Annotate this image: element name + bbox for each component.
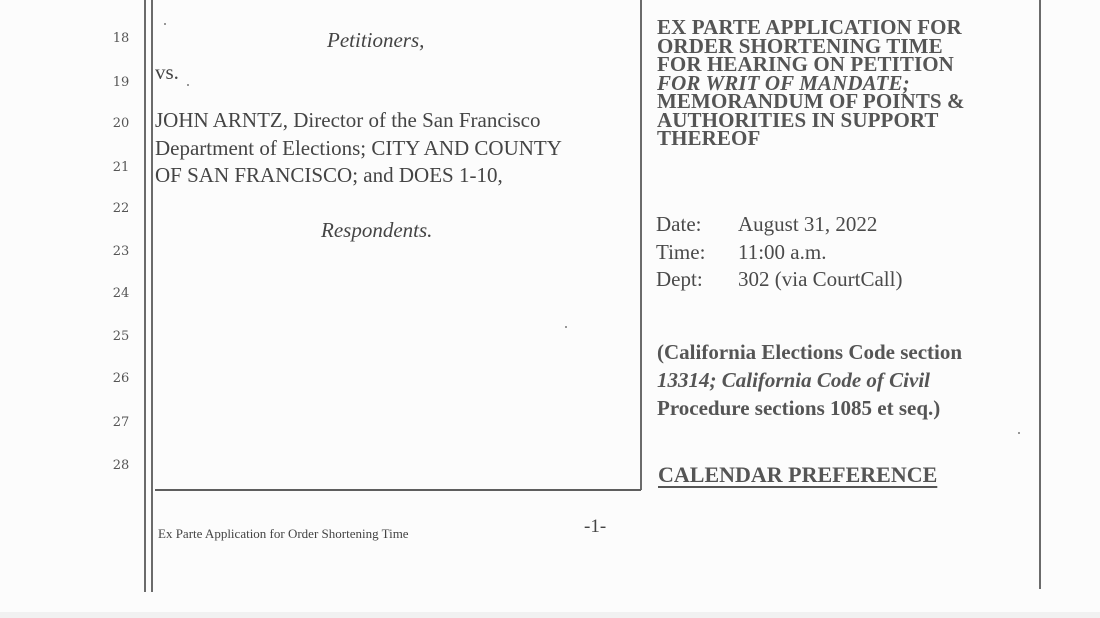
petitioners-label: Petitioners, [327, 28, 425, 52]
right-margin-rule [1039, 0, 1041, 589]
dept-value: 302 (via CourtCall) [738, 267, 903, 291]
dept-label: Dept: [656, 267, 703, 291]
left-margin-rule-outer [144, 0, 146, 592]
title-line: THEREOF [657, 126, 761, 150]
calendar-preference-heading: CALENDAR PREFERENCE [658, 462, 938, 487]
statute-reference [657, 338, 962, 422]
left-margin-rule-inner [151, 0, 153, 592]
title-line: ORDER SHORTENING TIME [657, 33, 943, 58]
footer-title: Ex Parte Application for Order Shortening Time [158, 526, 409, 541]
title-line: AUTHORITIES IN SUPPORT [657, 107, 939, 132]
date-value: August 31, 2022 [738, 212, 878, 236]
statute-line: Procedure sections 1085 et seq.) [657, 396, 941, 420]
scan-speck [164, 23, 166, 25]
line-number: 21 [112, 160, 130, 175]
scan-speck [565, 326, 567, 328]
line-number: 28 [112, 458, 130, 473]
statute-line: (California Elections Code section [657, 340, 963, 364]
respondent-line: JOHN ARNTZ, Director of the San Francisco [155, 108, 541, 132]
line-number: 27 [112, 415, 130, 430]
respondents-label: Respondents. [321, 218, 433, 242]
line-number: 19 [112, 75, 130, 90]
time-label: Time: [656, 240, 706, 264]
time-value: 11:00 a.m. [738, 240, 827, 264]
scan-speck [187, 84, 189, 86]
document-title [657, 15, 965, 150]
versus-text: vs. [155, 60, 179, 84]
date-label: Date: [656, 212, 702, 236]
caption-box-divider [640, 0, 642, 490]
scan-speck [1018, 432, 1020, 434]
line-number: 23 [112, 244, 130, 259]
respondent-line: Department of Elections; CITY AND COUNTY [155, 136, 562, 160]
line-number: 24 [112, 286, 130, 301]
line-number: 20 [112, 116, 130, 131]
title-line: FOR WRIT OF MANDATE; [657, 70, 910, 95]
title-line: MEMORANDUM OF POINTS & [657, 89, 965, 113]
title-line: EX PARTE APPLICATION FOR [657, 15, 962, 39]
line-number: 25 [112, 329, 130, 344]
page-number: -1- [584, 516, 607, 537]
title-line: FOR HEARING ON PETITION [657, 52, 954, 76]
respondent-line: OF SAN FRANCISCO; and DOES 1-10, [155, 163, 503, 187]
line-number: 22 [112, 201, 130, 216]
caption-box-bottom-rule [155, 489, 641, 491]
scan-bottom-edge [0, 612, 1100, 618]
statute-line: 13314; California Code of Civil [657, 368, 930, 392]
line-number: 26 [112, 371, 130, 386]
line-number: 18 [112, 31, 130, 46]
